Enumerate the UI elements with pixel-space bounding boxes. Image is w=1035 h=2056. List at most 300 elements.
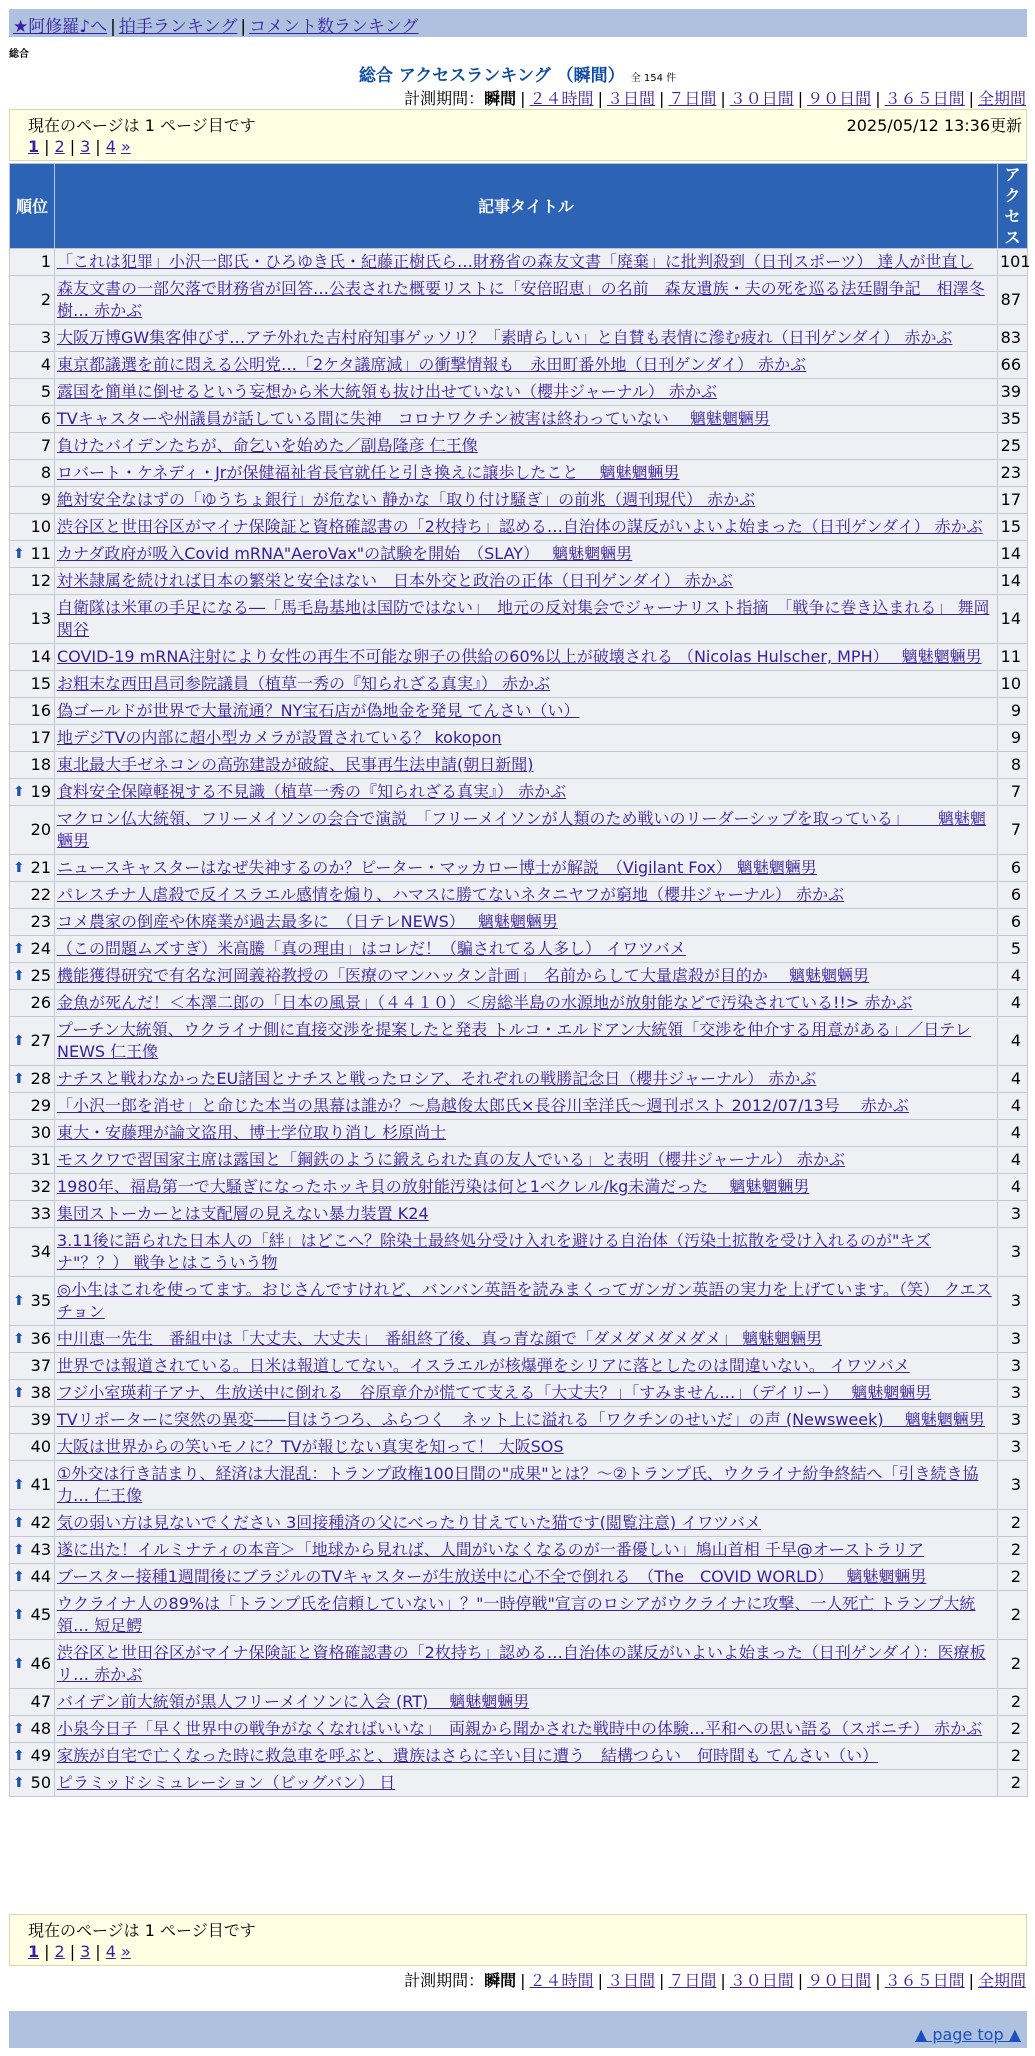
article-link[interactable]: 地デジTVの内部に超小型カメラが設置されている？ kokopon: [57, 728, 502, 747]
pager-top: [28, 137, 131, 156]
access-count: 7: [998, 806, 1028, 855]
period-label: 計測期間：: [404, 89, 485, 108]
separator: |: [69, 1942, 76, 1961]
col-header-access: アクセス: [998, 164, 1028, 249]
article-link[interactable]: 世界では報道されている。日米は報道してない。イスラエルが核爆弾をシリアに落としたのは間違いない。 イワツバメ: [57, 1356, 910, 1375]
access-count: 4: [998, 963, 1028, 990]
table-row: [10, 1017, 1028, 1066]
access-count: 9: [998, 725, 1028, 752]
article-link[interactable]: 機能獲得研究で有名な河岡義裕教授の「医療のマンハッタン計画」 名前からして大量虐殺が目的か 魑魅魍魎男: [57, 966, 869, 985]
title-cell: [55, 806, 998, 855]
page-info-box-top: [9, 109, 1027, 161]
pager-next[interactable]: »: [120, 1942, 131, 1961]
rank-cell: [10, 855, 55, 882]
article-link[interactable]: COVID-19 mRNA注射により女性の再生不可能な卵子の供給の60%以上が破壊される （Nicolas Hulscher, MPH） 魑魅魍魎男: [57, 647, 982, 666]
pager-current-page[interactable]: 1: [28, 137, 40, 156]
rank-cell: [10, 406, 55, 433]
period-link-3[interactable]: ３０日間: [729, 89, 794, 108]
pager-bottom: [28, 1942, 131, 1961]
table-row: [10, 855, 1028, 882]
article-link[interactable]: 中川恵一先生 番組中は「大丈夫、大丈夫」 番組終了後、真っ青な顔で「ダメダメダメダメ」 魑魅魍魎男: [57, 1329, 823, 1348]
page-title: 総合 アクセスランキング （瞬間）: [358, 66, 625, 86]
rank-number: 36: [30, 1329, 51, 1348]
article-link[interactable]: 絶対安全なはずの「ゆうちょ銀行」が危ない 静かな「取り付け騒ぎ」の前兆（週刊現代） 赤かぶ: [57, 490, 756, 509]
rank-cell: [10, 487, 55, 514]
item-count: 全 154 件: [630, 73, 677, 84]
article-link[interactable]: 負けたバイデンたちが、命乞いを始めた／副島隆彦 仁王像: [57, 436, 478, 455]
article-link[interactable]: カナダ政府が吸入Covid mRNA"AeroVax"の試験を開始 （SLAY） 魑魅魍魎男: [57, 544, 633, 563]
access-count: 3: [998, 1380, 1028, 1407]
rank-number: 24: [30, 939, 51, 958]
table-row: [10, 1743, 1028, 1770]
article-link[interactable]: 気の弱い方は見ないでください 3回接種済の父にべったり甘えていた猫です(閲覧注意) イワツバメ: [57, 1513, 761, 1532]
title-cell: [55, 595, 998, 644]
article-link[interactable]: 大阪万博GW集客伸びず…アテ外れた吉村府知事ゲッソリ？「素晴らしい」と自賛も表情に滲む疲れ（日刊ゲンダイ） 赤かぶ: [57, 328, 953, 347]
article-link[interactable]: 食料安全保障軽視する不見識（植草一秀の『知られざる真実』） 赤かぶ: [57, 782, 567, 801]
table-row: [10, 1770, 1028, 1797]
article-link[interactable]: TVリポーターに突然の異変――目はうつろ、ふらつく ネット上に溢れる「ワクチンのせいだ」の声 (Newsweek) 魑魅魍魎男: [57, 1410, 985, 1429]
table-row: [10, 1353, 1028, 1380]
nav-link-comment-ranking[interactable]: コメント数ランキング: [249, 17, 419, 37]
title-cell: [55, 1564, 998, 1591]
period-current: 瞬間: [484, 89, 517, 108]
separator: |: [720, 89, 726, 108]
rank-number: 8: [40, 463, 51, 482]
rank-cell: [10, 541, 55, 568]
access-count: 4: [998, 1066, 1028, 1093]
rank-up-arrow-icon: ⬆: [13, 1607, 25, 1623]
rank-cell: [10, 1640, 55, 1689]
separator: |: [658, 1971, 665, 1990]
period-selector-bottom: [404, 1968, 1026, 1991]
col-header-rank: 順位: [10, 164, 55, 249]
access-count: 25: [998, 433, 1028, 460]
rank-cell: [10, 433, 55, 460]
title-cell: [55, 1093, 998, 1120]
title-cell: [55, 1770, 998, 1797]
title-cell: [55, 936, 998, 963]
rank-number: 16: [30, 701, 51, 720]
rank-cell: [10, 936, 55, 963]
title-cell: [55, 541, 998, 568]
article-link[interactable]: フジ小室瑛莉子アナ、生放送中に倒れる 谷原章介が慌てて支える「大丈夫？」「すみません…」（デイリー） 魑魅魍魎男: [57, 1383, 932, 1402]
rank-number: 9: [40, 490, 51, 509]
access-count: 2: [998, 1770, 1028, 1797]
rank-number: 48: [30, 1719, 51, 1738]
rank-number: 29: [30, 1096, 51, 1115]
page-info-box-bottom: [9, 1914, 1027, 1966]
table-row: [10, 1147, 1028, 1174]
table-row: [10, 514, 1028, 541]
title-cell: [55, 1591, 998, 1640]
rank-number: 49: [30, 1746, 51, 1765]
table-row: [10, 779, 1028, 806]
separator: |: [44, 1942, 50, 1961]
separator: |: [968, 1971, 974, 1990]
article-link[interactable]: 集団ストーカーとは支配層の見えない暴力装置 K24: [57, 1204, 429, 1223]
title-cell: [55, 1066, 998, 1093]
period-link-0[interactable]: ２４時間: [529, 89, 594, 108]
separator: |: [968, 89, 974, 108]
article-link[interactable]: 東北最大手ゼネコンの高弥建設が破綻、民事再生法申請(朝日新聞): [57, 755, 534, 774]
table-row: [10, 1174, 1028, 1201]
access-count: 3: [998, 1228, 1028, 1277]
rank-number: 41: [30, 1475, 51, 1494]
table-row: [10, 1564, 1028, 1591]
rank-cell: [10, 725, 55, 752]
title-cell: [55, 779, 998, 806]
article-link[interactable]: 東大・安藤理が論文盗用、博士学位取り消し 杉原尚士: [57, 1123, 447, 1142]
article-link[interactable]: モスクワで習国家主席は露国と「鋼鉄のように鍛えられた真の友人でいる」と表明（櫻井ジャーナル） 赤かぶ: [57, 1150, 845, 1169]
title-cell: [55, 1120, 998, 1147]
rank-cell: [10, 1326, 55, 1353]
table-row: [10, 644, 1028, 671]
pager-current-page[interactable]: 1: [28, 1942, 40, 1961]
table-row: [10, 276, 1028, 325]
rank-up-arrow-icon: ⬆: [13, 1331, 25, 1347]
access-count: 83: [998, 325, 1028, 352]
table-row: [10, 725, 1028, 752]
period-link-2[interactable]: ７日間: [668, 1971, 717, 1990]
nav-link-applause-ranking[interactable]: 拍手ランキング: [118, 17, 238, 37]
article-link[interactable]: 森友文書の一部欠落で財務省が回答…公表された概要リストに「安倍昭恵」の名前 森友遺族・夫の死を巡る法廷闘争記 相澤冬樹… 赤かぶ: [57, 279, 985, 320]
access-count: 3: [998, 1461, 1028, 1510]
title-cell: [55, 1716, 998, 1743]
article-link[interactable]: 渋谷区と世田谷区がマイナ保険証と資格確認書の「2枚持ち」認める…自治体の謀反がいよいよ始まった（日刊ゲンダイ） 赤かぶ: [57, 517, 983, 536]
period-link-5[interactable]: ３６５日間: [884, 1971, 965, 1990]
table-row: [10, 1461, 1028, 1510]
rank-cell: [10, 1093, 55, 1120]
rank-cell: [10, 595, 55, 644]
title-cell: [55, 1640, 998, 1689]
separator: |: [875, 1971, 881, 1990]
rank-cell: [10, 514, 55, 541]
table-row: [10, 1093, 1028, 1120]
table-row: [10, 1591, 1028, 1640]
rank-number: 22: [30, 885, 51, 904]
article-link[interactable]: ナチスと戦わなかったEU諸国とナチスと戦ったロシア、それぞれの戦勝記念日（櫻井ジャーナル） 赤かぶ: [57, 1069, 817, 1088]
rank-number: 38: [30, 1383, 51, 1402]
table-row: [10, 1689, 1028, 1716]
rank-number: 28: [30, 1069, 51, 1088]
table-row: [10, 909, 1028, 936]
rank-number: 44: [30, 1567, 51, 1586]
rank-number: 21: [30, 858, 51, 877]
rank-cell: [10, 806, 55, 855]
table-row: [10, 1640, 1028, 1689]
article-link[interactable]: ①外交は行き詰まり、経済は大混乱：トランプ政権100日間の"成果"とは？～②トランプ氏、ウクライナ紛争終結へ「引き続き協力… 仁王像: [57, 1464, 979, 1505]
title-cell: [55, 1277, 998, 1326]
period-link-6[interactable]: 全期間: [977, 89, 1026, 108]
access-count: 14: [998, 568, 1028, 595]
article-link[interactable]: 1980年、福島第一で大騒ぎになったホッキ貝の放射能汚染は何と1ベクレル/kg未満だった 魑魅魍魎男: [57, 1177, 810, 1196]
table-row: [10, 1407, 1028, 1434]
separator: |: [520, 89, 526, 108]
separator: |: [720, 1971, 726, 1990]
table-row: [10, 1510, 1028, 1537]
rank-number: 25: [30, 966, 51, 985]
title-cell: [55, 433, 998, 460]
table-row: [10, 352, 1028, 379]
rank-up-arrow-icon: ⬆: [13, 784, 25, 800]
table-row: [10, 433, 1028, 460]
rank-cell: [10, 909, 55, 936]
access-count: 23: [998, 460, 1028, 487]
title-cell: [55, 725, 998, 752]
rank-cell: [10, 1591, 55, 1640]
article-link[interactable]: 金魚が死んだ！＜本澤二郎の「日本の風景」（４４１０）＜房総半島の水源地が放射能などで汚染されている!!> 赤かぶ: [57, 993, 913, 1012]
table-row: [10, 963, 1028, 990]
period-link-4[interactable]: ９０日間: [807, 1971, 872, 1990]
article-link[interactable]: お粗末な西田昌司参院議員（植草一秀の『知られざる真実』） 赤かぶ: [57, 674, 551, 693]
rank-cell: [10, 249, 55, 276]
col-header-title: 記事タイトル: [55, 164, 998, 249]
table-row: [10, 806, 1028, 855]
rank-number: 45: [30, 1605, 51, 1624]
title-cell: [55, 1228, 998, 1277]
rank-number: 35: [30, 1291, 51, 1310]
title-cell: [55, 1017, 998, 1066]
title-cell: [55, 249, 998, 276]
rank-up-arrow-icon: ⬆: [13, 1721, 25, 1737]
separator: |: [658, 89, 665, 108]
access-count: 4: [998, 1017, 1028, 1066]
rank-number: 3: [40, 328, 51, 347]
table-row: [10, 325, 1028, 352]
section-label: 総合: [9, 49, 29, 60]
rank-up-arrow-icon: ⬆: [13, 1385, 25, 1401]
separator: |: [95, 137, 101, 156]
rank-number: 40: [30, 1437, 51, 1456]
access-count: 6: [998, 909, 1028, 936]
article-link[interactable]: 「これは犯罪」小沢一郎氏・ひろゆき氏・紀藤正樹氏ら…財務省の森友文書「廃棄」に批判殺到（日刊スポーツ） 達人が世直し: [57, 252, 974, 271]
period-link-5[interactable]: ３６５日間: [884, 89, 965, 108]
rank-cell: [10, 752, 55, 779]
table-row: [10, 249, 1028, 276]
access-count: 2: [998, 1591, 1028, 1640]
rank-cell: [10, 1716, 55, 1743]
rank-number: 33: [30, 1204, 51, 1223]
rank-number: 17: [30, 728, 51, 747]
article-link[interactable]: 大阪は世界からの笑いモノに？TVが報じない真実を知って！ 大阪SOS: [57, 1437, 564, 1456]
table-row: [10, 406, 1028, 433]
rank-number: 1: [40, 252, 51, 271]
rank-cell: [10, 1120, 55, 1147]
access-count: 3: [998, 1326, 1028, 1353]
rank-up-arrow-icon: ⬆: [13, 1656, 25, 1672]
access-count: 2: [998, 1564, 1028, 1591]
rank-cell: [10, 1066, 55, 1093]
table-row: [10, 671, 1028, 698]
rank-up-arrow-icon: ⬆: [13, 860, 25, 876]
title-cell: [55, 1353, 998, 1380]
rank-cell: [10, 1147, 55, 1174]
rank-up-arrow-icon: ⬆: [13, 1748, 25, 1764]
rank-number: 30: [30, 1123, 51, 1142]
rank-number: 7: [40, 436, 51, 455]
article-link[interactable]: TVキャスターや州議員が話している間に失神 コロナワクチン被害は終わっていない 魑魅魍魎男: [57, 409, 770, 428]
rank-cell: [10, 1228, 55, 1277]
pager-page-4[interactable]: 4: [105, 1942, 116, 1961]
rank-number: 31: [30, 1150, 51, 1169]
pager-page-4[interactable]: 4: [105, 137, 116, 156]
rank-cell: [10, 1689, 55, 1716]
title-cell: [55, 963, 998, 990]
access-count: 4: [998, 1147, 1028, 1174]
period-link-3[interactable]: ３０日間: [729, 1971, 794, 1990]
period-link-1[interactable]: ３日間: [606, 1971, 655, 1990]
rank-up-arrow-icon: ⬆: [13, 546, 25, 562]
access-count: 3: [998, 1353, 1028, 1380]
title-cell: [55, 1380, 998, 1407]
article-link[interactable]: 家族が自宅で亡くなった時に救急車を呼ぶと、遺族はさらに辛い目に遭う 結構つらい 何時間も てんさい（い）: [57, 1746, 879, 1765]
rank-number: 18: [30, 755, 51, 774]
article-link[interactable]: パレスチナ人虐殺で反イスラエル感情を煽り、ハマスに勝てないネタニヤフが窮地（櫻井ジャーナル） 赤かぶ: [57, 885, 845, 904]
rank-cell: [10, 1537, 55, 1564]
article-link[interactable]: 自衛隊は米軍の手足になる―「馬毛島基地は国防ではない」 地元の反対集会でジャーナリスト指摘 「戦争に巻き込まれる」 舞岡関谷: [57, 598, 990, 639]
page-info: 現在のページは 1 ページ目です: [28, 1921, 256, 1940]
article-link[interactable]: 渋谷区と世田谷区がマイナ保険証と資格確認書の「2枚持ち」認める…自治体の謀反がいよいよ始まった（日刊ゲンダイ）：医療板リ… 赤かぶ: [57, 1643, 986, 1684]
title-cell: [55, 1201, 998, 1228]
pager-page-2[interactable]: 2: [54, 1942, 65, 1961]
access-count: 3: [998, 1201, 1028, 1228]
access-count: 4: [998, 1120, 1028, 1147]
nav-link-home[interactable]: ★阿修羅♪へ: [13, 17, 108, 37]
separator: |: [95, 1942, 101, 1961]
separator: |: [797, 1971, 804, 1990]
rank-cell: [10, 568, 55, 595]
period-link-6[interactable]: 全期間: [977, 1971, 1026, 1990]
page-info: 現在のページは 1 ページ目です: [28, 116, 256, 135]
pager-page-3[interactable]: 3: [80, 1942, 91, 1961]
separator: |: [597, 89, 603, 108]
title-cell: [55, 990, 998, 1017]
rank-cell: [10, 460, 55, 487]
article-link[interactable]: ウクライナ人の89%は「トランプ氏を信頼していない」？"一時停戦"宣言のロシアがウクライナに攻撃、一人死亡 トランプ大統領… 短足鰐: [57, 1594, 976, 1635]
title-cell: [55, 352, 998, 379]
separator: |: [875, 89, 881, 108]
rank-up-arrow-icon: ⬆: [13, 1477, 25, 1493]
pager-page-3[interactable]: 3: [80, 137, 91, 156]
table-row: [10, 752, 1028, 779]
access-count: 87: [998, 276, 1028, 325]
access-count: 39: [998, 379, 1028, 406]
rank-up-arrow-icon: ⬆: [13, 1542, 25, 1558]
access-count: 14: [998, 541, 1028, 568]
period-label: 計測期間：: [404, 1971, 485, 1990]
rank-cell: [10, 1564, 55, 1591]
access-count: 17: [998, 487, 1028, 514]
rank-number: 20: [30, 820, 51, 839]
top-nav: ★阿修羅♪へ | 拍手ランキング | コメント数ランキング: [9, 9, 1027, 37]
rank-number: 47: [30, 1692, 51, 1711]
rank-number: 43: [30, 1540, 51, 1559]
period-link-4[interactable]: ９０日間: [807, 89, 872, 108]
title-cell: [55, 671, 998, 698]
rank-cell: [10, 1353, 55, 1380]
period-current: 瞬間: [484, 1971, 517, 1990]
period-link-0[interactable]: ２４時間: [529, 1971, 594, 1990]
period-link-2[interactable]: ７日間: [668, 89, 717, 108]
rank-up-arrow-icon: ⬆: [13, 1515, 25, 1531]
title-cell: [55, 1461, 998, 1510]
access-count: 3: [998, 1407, 1028, 1434]
rank-number: 37: [30, 1356, 51, 1375]
access-count: 4: [998, 1093, 1028, 1120]
rank-number: 19: [30, 782, 51, 801]
article-link[interactable]: （この問題ムズすぎ）米高騰「真の理由」はコレだ！（騙されてる人多し） イワツバメ: [57, 939, 686, 958]
separator: |: [597, 1971, 603, 1990]
rank-cell: [10, 379, 55, 406]
access-count: 11: [998, 644, 1028, 671]
pager-next[interactable]: »: [120, 137, 131, 156]
article-link[interactable]: 露国を簡単に倒せるという妄想から米大統領も抜け出せていない（櫻井ジャーナル） 赤かぶ: [57, 382, 717, 401]
rank-number: 12: [30, 571, 51, 590]
article-link[interactable]: 東京都議選を前に悶える公明党…「2ケタ議席減」の衝撃情報も 永田町番外地（日刊ゲンダイ） 赤かぶ: [57, 355, 807, 374]
rank-cell: [10, 779, 55, 806]
access-count: 2: [998, 1510, 1028, 1537]
article-link[interactable]: コメ農家の倒産や休廃業が過去最多に （日テレNEWS） 魑魅魍魎男: [57, 912, 558, 931]
rank-number: 50: [30, 1773, 51, 1792]
table-row: [10, 379, 1028, 406]
article-link[interactable]: 「小沢一郎を消せ」と命じた本当の黒幕は誰か？～鳥越俊太郎氏×長谷川幸洋氏～週刊ポスト 2012/07/13号 赤かぶ: [57, 1096, 909, 1115]
article-link[interactable]: 小泉今日子「早く世界中の戦争がなくなればいいな」 両親から聞かされた戦時中の体験…平和への思い語る（スポニチ） 赤かぶ: [57, 1719, 983, 1738]
rank-up-arrow-icon: ⬆: [13, 1775, 25, 1791]
article-link[interactable]: マクロン仏大統領、フリーメイソンの会合で演説 「フリーメイソンが人類のため戦いのリーダーシップを取っている」 魑魅魍魎男: [57, 809, 986, 850]
access-count: 101: [998, 249, 1028, 276]
title-cell: [55, 1743, 998, 1770]
period-link-1[interactable]: ３日間: [606, 89, 655, 108]
pager-page-2[interactable]: 2: [54, 137, 65, 156]
article-link[interactable]: ロバート・ケネディ・Jrが保健福祉省長官就任と引き換えに譲歩したこと 魑魅魍魎男: [57, 463, 680, 482]
access-count: 9: [998, 698, 1028, 725]
table-row: [10, 1326, 1028, 1353]
article-link[interactable]: プーチン大統領、ウクライナ側に直接交渉を提案したと発表 トルコ・エルドアン大統領「交渉を仲介する用意がある」／日テレNEWS 仁王像: [57, 1020, 971, 1061]
title-cell: [55, 1537, 998, 1564]
article-link[interactable]: ニュースキャスターはなぜ失神するのか？ピーター・マッカロー博士が解説 （Vigilant Fox） 魑魅魍魎男: [57, 858, 817, 877]
access-count: 2: [998, 1537, 1028, 1564]
rank-cell: [10, 1380, 55, 1407]
article-link[interactable]: ブースター接種1週間後にブラジルのTVキャスターが生放送中に心不全で倒れる （The COVID WORLD） 魑魅魍魎男: [57, 1567, 927, 1586]
rank-number: 42: [30, 1513, 51, 1532]
article-link[interactable]: ピラミッドシミュレーション（ビッグバン） 日: [57, 1773, 396, 1792]
article-link[interactable]: 3.11後に語られた日本人の「絆」はどこへ？除染土最終処分受け入れを避ける自治体（汚染土拡散を受け入れるのが"キズナ"？？） 戦争とはこういう物: [57, 1231, 932, 1272]
access-count: 4: [998, 990, 1028, 1017]
title-cell: [55, 406, 998, 433]
title-cell: [55, 487, 998, 514]
rank-cell: [10, 1770, 55, 1797]
title-cell: [55, 514, 998, 541]
article-link[interactable]: 遂に出た！イルミナティの本音＞「地球から見れば、人間がいなくなるのが一番優しい」鳩山首相 千早@オーストラリア: [57, 1540, 925, 1559]
access-count: 15: [998, 514, 1028, 541]
title-cell: [55, 1689, 998, 1716]
access-count: 6: [998, 855, 1028, 882]
access-count: 2: [998, 1689, 1028, 1716]
rank-number: 46: [30, 1654, 51, 1673]
page-top-link[interactable]: ▲ page top ▲: [914, 2025, 1021, 2044]
rank-cell: [10, 990, 55, 1017]
table-row: [10, 1120, 1028, 1147]
rank-cell: [10, 1434, 55, 1461]
article-link[interactable]: 偽ゴールドが世界で大量流通？NY宝石店が偽地金を発見 てんさい（い）: [57, 701, 580, 720]
article-link[interactable]: 対米隷属を続ければ日本の繁栄と安全はない 日本外交と政治の正体（日刊ゲンダイ） 赤かぶ: [57, 571, 733, 590]
rank-number: 34: [30, 1242, 51, 1261]
article-link[interactable]: ◎小生はこれを使ってます。おじさんですけれど、バンバン英語を読みまくってガンガン英語の実力を上げています。（笑） クエスチョン: [57, 1280, 992, 1321]
rank-up-arrow-icon: ⬆: [13, 1071, 25, 1087]
article-link[interactable]: バイデン前大統領が黒人フリーメイソンに入会 (RT) 魑魅魍魎男: [57, 1692, 530, 1711]
access-count: 6: [998, 882, 1028, 909]
title-cell: [55, 644, 998, 671]
